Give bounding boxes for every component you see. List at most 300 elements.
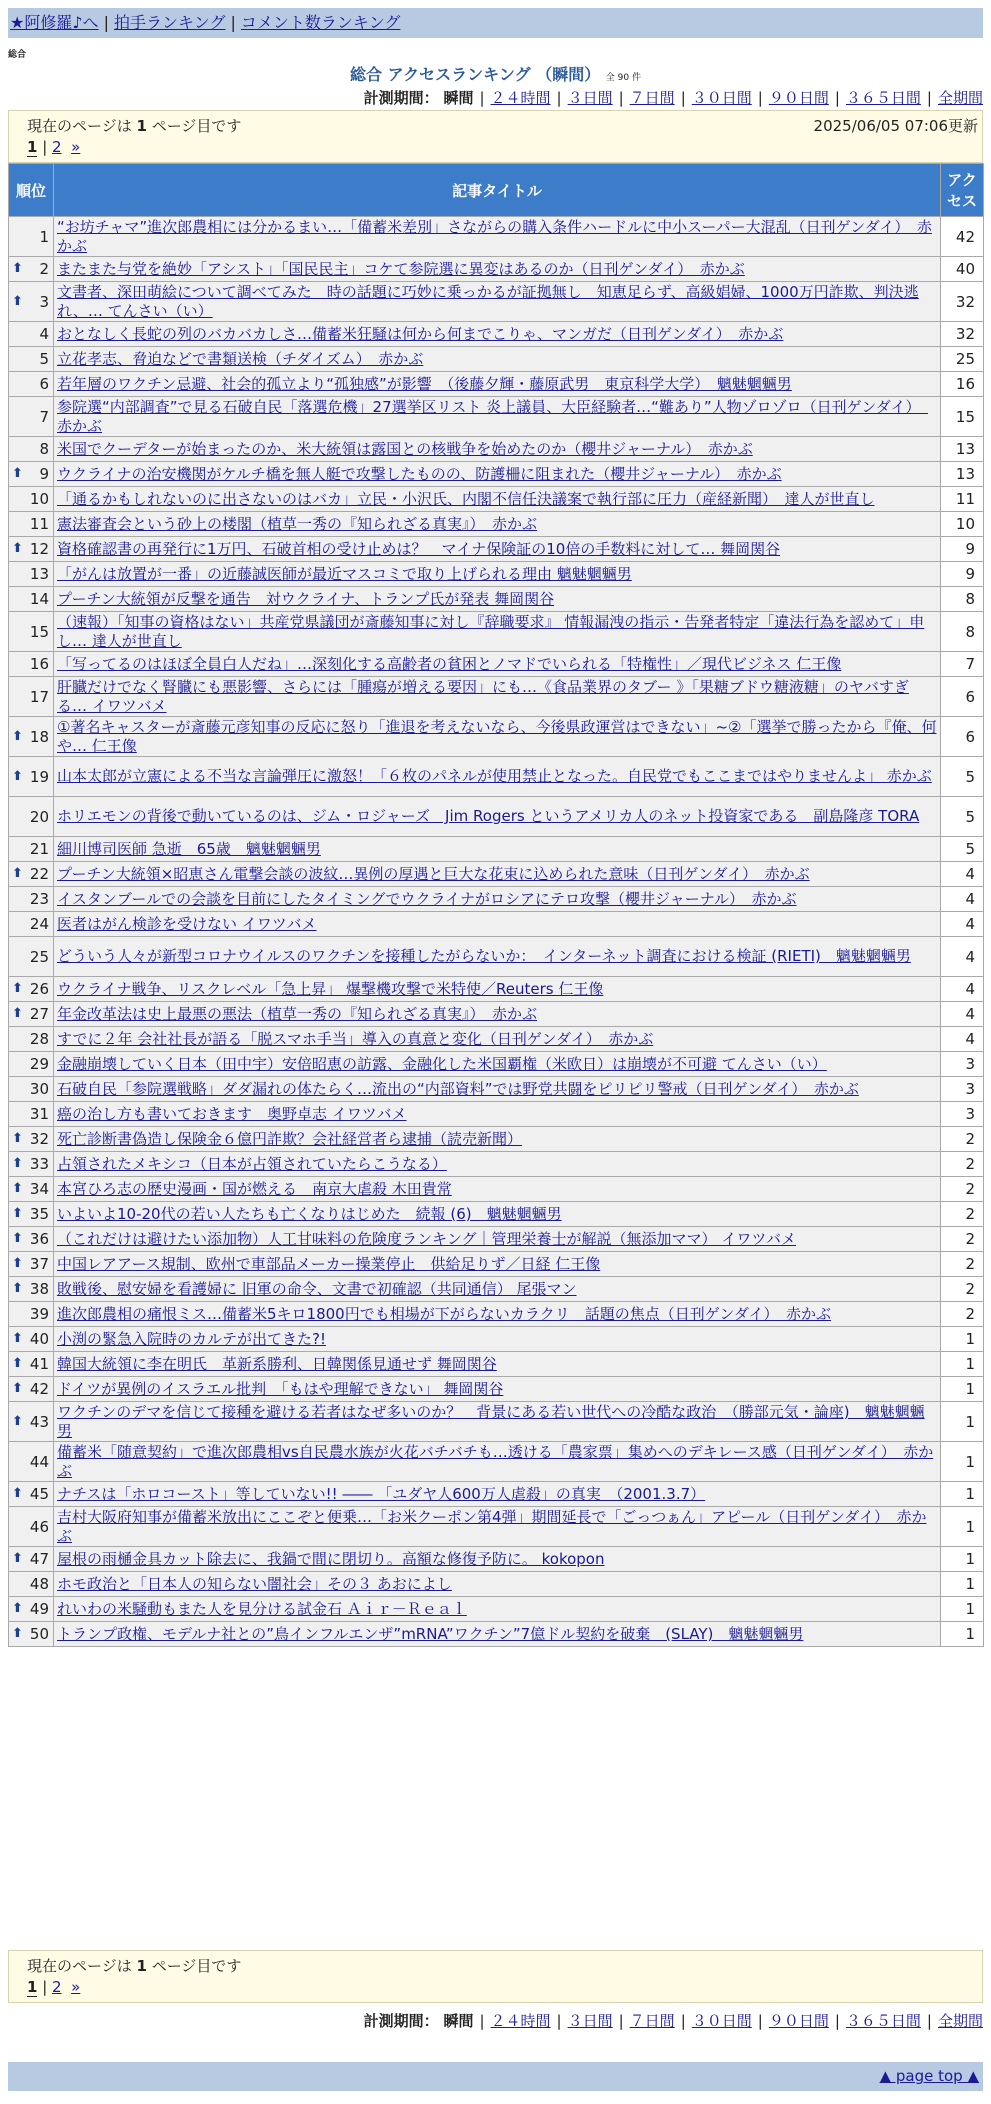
article-link[interactable]: ウクライナ戦争、リスクレベル「急上昇」 爆撃機攻撃で米特使／Reuters 仁王像 xyxy=(57,980,604,998)
rank-number: 34 xyxy=(29,1180,49,1198)
rank-number: 36 xyxy=(29,1230,49,1248)
title-cell xyxy=(54,347,941,372)
rank-cell xyxy=(9,1152,54,1177)
rank-number: 50 xyxy=(29,1625,49,1643)
access-count: 9 xyxy=(941,537,984,562)
table-row xyxy=(9,862,984,887)
up-arrow-icon: ⬆ xyxy=(12,1156,23,1171)
access-count: 2 xyxy=(941,1252,984,1277)
rank-cell xyxy=(9,757,54,797)
up-arrow-icon: ⬆ xyxy=(12,541,23,556)
rank-number: 2 xyxy=(39,260,49,278)
article-link[interactable]: イスタンブールでの会談を目前にしたタイミングでウクライナがロシアにテロ攻撃（櫻井ジャーナル） 赤かぶ xyxy=(57,890,797,908)
up-arrow-icon: ⬆ xyxy=(12,1131,23,1146)
rank-cell xyxy=(9,937,54,977)
table-row xyxy=(9,1002,984,1027)
article-link[interactable]: 中国レアアース規制、欧州で車部品メーカー操業停止 供給足りず／日経 仁王像 xyxy=(57,1255,601,1273)
rank-number: 7 xyxy=(39,407,49,426)
title-cell xyxy=(54,1597,941,1622)
rank-cell xyxy=(9,1442,54,1482)
header-rank: 順位 xyxy=(9,164,54,217)
access-count: 2 xyxy=(941,1202,984,1227)
table-row xyxy=(9,1252,984,1277)
rank-cell xyxy=(9,1352,54,1377)
up-arrow-icon: ⬆ xyxy=(12,1006,23,1021)
rank-number: 40 xyxy=(29,1330,49,1348)
rank-cell xyxy=(9,1177,54,1202)
access-count: 1 xyxy=(941,1327,984,1352)
table-row xyxy=(9,437,984,462)
access-count: 16 xyxy=(941,372,984,397)
rank-number: 41 xyxy=(29,1355,49,1373)
title-cell xyxy=(54,1252,941,1277)
title-cell xyxy=(54,437,941,462)
next-page-link[interactable]: » xyxy=(71,138,81,156)
table-row xyxy=(9,1227,984,1252)
article-link[interactable]: 文書者、深田萌絵について調べてみた 時の話題に巧妙に乗っかるが証拠無し 知恵足らず、高級娼婦、1000万円詐欺、判決逃れ、… てんさい（い） xyxy=(57,282,919,320)
access-count: 2 xyxy=(941,1127,984,1152)
access-count: 4 xyxy=(941,887,984,912)
title-cell xyxy=(54,862,941,887)
title-cell xyxy=(54,1442,941,1482)
period-all[interactable]: 全期間 xyxy=(937,89,983,107)
article-link[interactable]: 「写ってるのはほぼ全員白人だね」…深刻化する高齢者の貧困とノマドでいられる「特権性」／現代ビジネス 仁王像 xyxy=(57,655,842,673)
rank-number: 49 xyxy=(29,1600,49,1618)
title-cell xyxy=(54,322,941,347)
ranking-rows xyxy=(9,217,984,1647)
table-row xyxy=(9,652,984,677)
table-row xyxy=(9,1202,984,1227)
access-count: 1 xyxy=(941,1507,984,1547)
article-link[interactable]: 吉村大阪府知事が備蓄米放出にここぞと便乗…「お米クーポン第4弾」期間延長で「ごっつぁん」アピール（日刊ゲンダイ） 赤かぶ xyxy=(57,1507,927,1545)
article-link[interactable]: 癌の治し方も書いておきます 奥野卓志 イワツバメ xyxy=(57,1105,407,1123)
article-link[interactable]: 小渕の緊急入院時のカルテが出てきた?! xyxy=(57,1330,326,1348)
rank-cell xyxy=(9,1302,54,1327)
article-link[interactable]: 憲法審査会という砂上の楼閣（植草一秀の『知られざる真実』） 赤かぶ xyxy=(57,515,538,533)
title-cell xyxy=(54,1622,941,1647)
rank-number: 18 xyxy=(29,727,49,746)
article-link[interactable]: ワクチンのデマを信じて接種を避ける若者はなぜ多いのか？ 背景にある若い世代への冷酷な政治 （勝部元気・論座) 魑魅魍魎男 xyxy=(57,1402,925,1440)
title-cell xyxy=(54,512,941,537)
rank-cell xyxy=(9,1622,54,1647)
page-current: 1 xyxy=(27,1978,38,1996)
period-365d[interactable]: ３６５日間 xyxy=(845,2012,921,2030)
rank-number: 44 xyxy=(29,1452,49,1471)
rank-number: 33 xyxy=(29,1155,49,1173)
article-link[interactable]: 細川博司医師 急逝 65歳 魑魅魍魎男 xyxy=(57,840,321,858)
article-link[interactable]: 年金改革法は史上最悪の悪法（植草一秀の『知られざる真実』） 赤かぶ xyxy=(57,1005,538,1023)
table-row xyxy=(9,677,984,717)
table-row xyxy=(9,612,984,652)
access-count: 5 xyxy=(941,757,984,797)
title-cell xyxy=(54,977,941,1002)
title-cell xyxy=(54,1302,941,1327)
access-count: 4 xyxy=(941,1027,984,1052)
page-2-link[interactable]: 2 xyxy=(52,1978,62,1996)
category-label: 総合 xyxy=(8,50,27,60)
title-cell xyxy=(54,1102,941,1127)
access-count: 6 xyxy=(941,677,984,717)
rank-cell xyxy=(9,1002,54,1027)
title-cell xyxy=(54,912,941,937)
article-link[interactable]: 占領されたメキシコ（日本が占領されていたらこうなる） xyxy=(57,1155,447,1173)
access-count: 4 xyxy=(941,862,984,887)
table-row xyxy=(9,1102,984,1127)
period-selector-bottom: 計測期間： 瞬間 | ２４時間 | ３日間 | ７日間 | ３０日間 | ９０日間 | ３６５日間 | 全期間 xyxy=(363,2012,983,2030)
rank-cell xyxy=(9,462,54,487)
rank-number: 11 xyxy=(29,515,49,533)
article-link[interactable]: 若年層のワクチン忌避、社会的孤立より“孤独感”が影響 （後藤夕輝・藤原武男 東京科学大学） 魑魅魍魎男 xyxy=(57,375,792,393)
up-arrow-icon: ⬆ xyxy=(12,466,23,481)
period-label: 計測期間： xyxy=(363,2012,439,2030)
article-link[interactable]: ホリエモンの背後で動いているのは、ジム・ロジャーズ Jim Rogers というアメリカ人のネット投資家である 副島隆彦 TORA xyxy=(57,807,920,825)
article-link[interactable]: プーチン大統領が反撃を通告 対ウクライナ、トランプ氏が発表 舞岡関谷 xyxy=(57,590,555,608)
title-cell xyxy=(54,1377,941,1402)
article-link[interactable]: 「がんは放置が一番」の近藤誠医師が最近マスコミで取り上げられる理由 魑魅魍魎男 xyxy=(57,565,632,583)
title-cell xyxy=(54,757,941,797)
rank-number: 1 xyxy=(39,227,49,246)
article-link[interactable]: 金融崩壊していく日本（田中宇）安倍昭恵の訪露、金融化した米国覇権（米欧日）は崩壊が不可避 てんさい（い） xyxy=(57,1055,827,1073)
table-row xyxy=(9,717,984,757)
access-count: 10 xyxy=(941,512,984,537)
rank-number: 45 xyxy=(29,1485,49,1503)
access-count: 40 xyxy=(941,257,984,282)
access-count: 1 xyxy=(941,1402,984,1442)
rank-cell xyxy=(9,1102,54,1127)
article-link[interactable]: 屋根の雨樋金具カット除去に、我鍋で間に閉切り。高額な修復予防に。 kokopon xyxy=(57,1550,605,1568)
access-count: 1 xyxy=(941,1377,984,1402)
page-title xyxy=(0,62,991,85)
rank-cell xyxy=(9,1402,54,1442)
article-link[interactable]: れいわの米騒動もまた人を見分ける試金石 Ａｉｒ－Ｒｅａｌ xyxy=(57,1600,467,1618)
period-90d[interactable]: ９０日間 xyxy=(768,2012,829,2030)
table-row xyxy=(9,562,984,587)
table-row xyxy=(9,397,984,437)
access-count: 13 xyxy=(941,437,984,462)
article-link[interactable]: いよいよ10-20代の若い人たちも亡くなりはじめた 続報 (6) 魑魅魍魎男 xyxy=(57,1205,562,1223)
period-24h[interactable]: ２４時間 xyxy=(490,2012,551,2030)
comment-ranking-link[interactable]: コメント数ランキング xyxy=(240,13,401,32)
access-count: 1 xyxy=(941,1482,984,1507)
article-link[interactable]: ナチスは「ホロコースト」等していない!! ―― 「ユダヤ人600万人虐殺」の真実 （2001.3.7） xyxy=(57,1485,706,1503)
table-row xyxy=(9,462,984,487)
table-row xyxy=(9,487,984,512)
access-count: 1 xyxy=(941,1547,984,1572)
rank-number: 30 xyxy=(29,1080,49,1098)
access-count: 25 xyxy=(941,347,984,372)
rank-number: 23 xyxy=(29,890,49,908)
table-row xyxy=(9,1052,984,1077)
title-cell xyxy=(54,217,941,257)
period-24h[interactable]: ２４時間 xyxy=(490,89,551,107)
table-row xyxy=(9,1152,984,1177)
title-cell xyxy=(54,257,941,282)
title-cell xyxy=(54,887,941,912)
article-link[interactable]: 肝臓だけでなく腎臓にも悪影響、さらには「腫瘍が増える要因」にも…《食品業界のタブー 》「果糖ブドウ糖液糖」のヤバすぎる… イワツバメ xyxy=(57,677,909,715)
rank-number: 29 xyxy=(29,1055,49,1073)
article-link[interactable]: 本宮ひろ志の歴史漫画・国が燃える 南京大虐殺 木田貴常 xyxy=(57,1180,452,1198)
access-count: 3 xyxy=(941,1102,984,1127)
rank-cell xyxy=(9,652,54,677)
header-access: アクセス xyxy=(941,164,984,217)
up-arrow-icon: ⬆ xyxy=(12,261,23,276)
up-arrow-icon: ⬆ xyxy=(12,1486,23,1501)
up-arrow-icon: ⬆ xyxy=(12,768,23,784)
article-link[interactable]: 医者はがん検診を受けない イワツバメ xyxy=(57,915,317,933)
rank-number: 4 xyxy=(39,325,49,343)
rank-cell xyxy=(9,282,54,322)
title-cell xyxy=(54,612,941,652)
article-link[interactable]: トランプ政権、モデルナ社との”鳥インフルエンザ”mRNA”ワクチン”7億ドル契約を破棄 (SLAY) 魑魅魍魎男 xyxy=(57,1625,804,1643)
table-row xyxy=(9,512,984,537)
rank-number: 46 xyxy=(29,1517,49,1536)
access-count: 5 xyxy=(941,837,984,862)
article-link[interactable]: おとなしく長蛇の列のバカバカしさ…備蓄米狂騒は何から何までこりゃ、マンガだ（日刊ゲンダイ） 赤かぶ xyxy=(57,325,784,343)
title-cell xyxy=(54,1202,941,1227)
page-top-link[interactable]: ▲ page top ▲ xyxy=(879,2067,979,2085)
up-arrow-icon: ⬆ xyxy=(12,1626,23,1641)
rank-number: 32 xyxy=(29,1130,49,1148)
access-count: 8 xyxy=(941,587,984,612)
rank-number: 25 xyxy=(29,947,49,966)
rank-cell xyxy=(9,217,54,257)
title-cell xyxy=(54,1152,941,1177)
table-row xyxy=(9,1482,984,1507)
up-arrow-icon: ⬆ xyxy=(12,1181,23,1196)
article-link[interactable]: ①著名キャスターが斎藤元彦知事の反応に怒り「進退を考えないなら、今後県政運営はできない」~②「選挙で勝ったから『俺、何や… 仁王像 xyxy=(57,717,937,755)
title-cell xyxy=(54,462,941,487)
period-3d[interactable]: ３日間 xyxy=(567,2012,613,2030)
table-row xyxy=(9,912,984,937)
article-link[interactable]: （これだけは避けたい添加物）人工甘味料の危険度ランキング｜管理栄養士が解説（無添加ママ） イワツバメ xyxy=(57,1230,797,1248)
article-link[interactable]: 進次郎農相の痛恨ミス…備蓄米5キロ1800円でも相場が下がらないカラクリ 話題の焦点（日刊ゲンダイ） 赤かぶ xyxy=(57,1305,832,1323)
page-2-link[interactable]: 2 xyxy=(52,138,62,156)
period-90d[interactable]: ９０日間 xyxy=(768,89,829,107)
up-arrow-icon: ⬆ xyxy=(12,1256,23,1271)
rank-number: 10 xyxy=(29,490,49,508)
article-link[interactable]: （速報）「知事の資格はない」共産党県議団が斎藤知事に対し『辞職要求』 情報漏洩の指示・告発者特定「違法行為を認めて」申し… 達人が世直し xyxy=(57,612,925,650)
rank-cell xyxy=(9,1227,54,1252)
article-link[interactable]: 山本太郎が立憲による不当な言論弾圧に激怒！「６枚のパネルが使用禁止となった。自民党でもここまではやりませんよ」 赤かぶ xyxy=(57,767,932,785)
table-row xyxy=(9,797,984,837)
title-cell xyxy=(54,1327,941,1352)
rank-number: 24 xyxy=(29,915,49,933)
access-count: 1 xyxy=(941,1597,984,1622)
period-selector-top: 計測期間： 瞬間 | ２４時間 | ３日間 | ７日間 | ３０日間 | ９０日間 | ３６５日間 | 全期間 xyxy=(363,89,983,107)
clap-ranking-link[interactable]: 拍手ランキング xyxy=(113,13,226,32)
rank-number: 31 xyxy=(29,1105,49,1123)
ranking-title: 総合 アクセスランキング （瞬間） xyxy=(350,65,601,84)
access-count: 1 xyxy=(941,1572,984,1597)
title-cell xyxy=(54,562,941,587)
rank-cell xyxy=(9,512,54,537)
article-link[interactable]: またまた与党を絶妙「アシスト」「国民民主」コケて参院選に異変はあるのか（日刊ゲンダイ） 赤かぶ xyxy=(57,260,745,278)
period-30d[interactable]: ３０日間 xyxy=(691,89,752,107)
article-link[interactable]: 立花孝志、脅迫などで書類送検（チダイズム） 赤かぶ xyxy=(57,350,424,368)
access-count: 15 xyxy=(941,397,984,437)
rank-number: 3 xyxy=(39,292,49,311)
access-count: 9 xyxy=(941,562,984,587)
footer-bar xyxy=(8,2062,983,2091)
access-count: 42 xyxy=(941,217,984,257)
up-arrow-icon: ⬆ xyxy=(12,1281,23,1296)
period-7d[interactable]: ７日間 xyxy=(629,2012,675,2030)
table-row xyxy=(9,1127,984,1152)
access-count: 7 xyxy=(941,652,984,677)
title-cell xyxy=(54,1572,941,1597)
rank-number: 8 xyxy=(39,440,49,458)
rank-cell xyxy=(9,437,54,462)
article-link[interactable]: ウクライナの治安機関がケルチ橋を無人艇で攻撃したものの、防護柵に阻まれた（櫻井ジャーナル） 赤かぶ xyxy=(57,465,782,483)
rank-cell xyxy=(9,347,54,372)
rank-cell xyxy=(9,1027,54,1052)
table-row xyxy=(9,1547,984,1572)
table-row xyxy=(9,837,984,862)
article-link[interactable]: プーチン大統領×昭恵さん電撃会談の波紋…異例の厚遇と巨大な花束に込められた意味（日刊ゲンダイ） 赤かぶ xyxy=(57,865,810,883)
article-link[interactable]: 備蓄米「随意契約」で進次郎農相vs自民農水族が火花バチバチも…透ける「農家票」集めへのデキレース感（日刊ゲンダイ） 赤かぶ xyxy=(57,1442,934,1480)
rank-number: 27 xyxy=(29,1005,49,1023)
title-cell xyxy=(54,1077,941,1102)
table-row xyxy=(9,1622,984,1647)
article-link[interactable]: 資格確認書の再発行に1万円、石破首相の受け止めは？ マイナ保険証の10倍の手数料に対して… 舞岡関谷 xyxy=(57,540,781,558)
access-count: 2 xyxy=(941,1302,984,1327)
rank-number: 37 xyxy=(29,1255,49,1273)
access-count: 3 xyxy=(941,1077,984,1102)
table-row xyxy=(9,1402,984,1442)
home-link[interactable]: ★阿修羅♪へ xyxy=(10,13,99,32)
access-count: 2 xyxy=(941,1177,984,1202)
rank-cell xyxy=(9,887,54,912)
next-page-link[interactable]: » xyxy=(71,1978,81,1996)
table-row xyxy=(9,1077,984,1102)
rank-number: 5 xyxy=(39,350,49,368)
table-row xyxy=(9,1177,984,1202)
article-link[interactable]: “お坊チャマ”進次郎農相には分かるまい…「備蓄米差別」さながらの購入条件ハードルに中小スーパー大混乱（日刊ゲンダイ） 赤かぶ xyxy=(57,217,932,255)
rank-cell xyxy=(9,537,54,562)
title-cell xyxy=(54,1002,941,1027)
title-cell xyxy=(54,282,941,322)
access-count: 1 xyxy=(941,1442,984,1482)
title-cell xyxy=(54,397,941,437)
table-row xyxy=(9,887,984,912)
table-row xyxy=(9,1572,984,1597)
page-current: 1 xyxy=(27,138,38,156)
article-link[interactable]: どういう人々が新型コロナウイルスのワクチンを接種したがらないか： インターネット調査における検証 (RIETI) 魑魅魍魎男 xyxy=(57,947,911,965)
rank-cell xyxy=(9,612,54,652)
access-count: 1 xyxy=(941,1352,984,1377)
period-7d[interactable]: ７日間 xyxy=(629,89,675,107)
access-count: 6 xyxy=(941,717,984,757)
pager-top: 現在のページは 1 ページ目です 2025/06/05 07:06更新 1 | 2 » xyxy=(8,110,983,163)
title-cell xyxy=(54,587,941,612)
top-nav: ★阿修羅♪へ | 拍手ランキング | コメント数ランキング xyxy=(8,8,983,38)
rank-number: 42 xyxy=(29,1380,49,1398)
title-cell xyxy=(54,1127,941,1152)
period-current: 瞬間 xyxy=(443,2012,474,2030)
rank-number: 16 xyxy=(29,655,49,673)
title-cell xyxy=(54,937,941,977)
rank-number: 43 xyxy=(29,1412,49,1431)
rank-number: 28 xyxy=(29,1030,49,1048)
rank-number: 13 xyxy=(29,565,49,583)
table-row xyxy=(9,1302,984,1327)
rank-number: 21 xyxy=(29,840,49,858)
rank-cell xyxy=(9,372,54,397)
table-row xyxy=(9,1027,984,1052)
article-link[interactable]: 参院選“内部調査”で見る石破自民「落選危機」27選挙区リスト 炎上議員、大臣経験者…“難あり”人物ゾロゾロ（日刊ゲンダイ） 赤かぶ xyxy=(57,397,928,435)
up-arrow-icon: ⬆ xyxy=(12,1231,23,1246)
period-all[interactable]: 全期間 xyxy=(937,2012,983,2030)
title-cell xyxy=(54,1027,941,1052)
period-3d[interactable]: ３日間 xyxy=(567,89,613,107)
table-row xyxy=(9,1277,984,1302)
rank-number: 38 xyxy=(29,1280,49,1298)
article-link[interactable]: 敗戦後、慰安婦を看護婦に 旧軍の命令、文書で初確認（共同通信） 尾張マン xyxy=(57,1280,577,1298)
access-count: 4 xyxy=(941,937,984,977)
rank-cell xyxy=(9,1127,54,1152)
up-arrow-icon: ⬆ xyxy=(12,981,23,996)
ranking-table xyxy=(8,163,984,1647)
rank-cell xyxy=(9,587,54,612)
up-arrow-icon: ⬆ xyxy=(12,293,23,309)
period-365d[interactable]: ３６５日間 xyxy=(845,89,921,107)
title-cell xyxy=(54,717,941,757)
table-row xyxy=(9,372,984,397)
rank-number: 14 xyxy=(29,590,49,608)
up-arrow-icon: ⬆ xyxy=(12,1331,23,1346)
rank-cell xyxy=(9,1377,54,1402)
table-row xyxy=(9,282,984,322)
table-row xyxy=(9,1327,984,1352)
title-cell xyxy=(54,487,941,512)
rank-cell xyxy=(9,1507,54,1547)
title-cell xyxy=(54,1352,941,1377)
article-link[interactable]: 「通るかもしれないのに出さないのはバカ」立民・小沢氏、内閣不信任決議案で執行部に圧力（産経新聞） 達人が世直し xyxy=(57,490,875,508)
up-arrow-icon: ⬆ xyxy=(12,728,23,744)
access-count: 4 xyxy=(941,912,984,937)
access-count: 11 xyxy=(941,487,984,512)
period-30d[interactable]: ３０日間 xyxy=(691,2012,752,2030)
table-row xyxy=(9,347,984,372)
item-count: 全 90 件 xyxy=(605,73,641,83)
rank-cell xyxy=(9,257,54,282)
up-arrow-icon: ⬆ xyxy=(12,866,23,881)
up-arrow-icon: ⬆ xyxy=(12,1551,23,1566)
access-count: 4 xyxy=(941,1002,984,1027)
article-link[interactable]: 韓国大統領に李在明氏 革新系勝利、日韓関係見通せず 舞岡関谷 xyxy=(57,1355,497,1373)
title-cell xyxy=(54,1227,941,1252)
title-cell xyxy=(54,537,941,562)
updated-time: 2025/06/05 07:06更新 xyxy=(813,117,978,135)
table-row xyxy=(9,217,984,257)
access-count: 5 xyxy=(941,797,984,837)
access-count: 13 xyxy=(941,462,984,487)
article-link[interactable]: すでに２年 会社社長が語る「脱スマホ手当」導入の真意と変化（日刊ゲンダイ） 赤かぶ xyxy=(57,1030,654,1048)
article-link[interactable]: 石破自民「参院選戦略」ダダ漏れの体たらく…流出の“内部資料”では野党共闘をピリピリ警戒（日刊ゲンダイ） 赤かぶ xyxy=(57,1080,859,1098)
period-label: 計測期間： xyxy=(363,89,439,107)
rank-cell xyxy=(9,1077,54,1102)
article-link[interactable]: ホモ政治と「日本人の知らない闇社会」その３ あおによし xyxy=(57,1575,452,1593)
article-link[interactable]: ドイツが異例のイスラエル批判 「もはや理解できない」 舞岡関谷 xyxy=(57,1380,504,1398)
table-row xyxy=(9,757,984,797)
article-link[interactable]: 米国でクーデターが始まったのか、米大統領は露国との核戦争を始めたのか（櫻井ジャーナル） 赤かぶ xyxy=(57,440,753,458)
article-link[interactable]: 死亡診断書偽造し保険金６億円詐欺？会社経営者ら逮捕（読売新聞） xyxy=(57,1130,523,1148)
rank-cell xyxy=(9,322,54,347)
access-count: 2 xyxy=(941,1227,984,1252)
pager-bottom: 現在のページは 1 ページ目です 1 | 2 » xyxy=(8,1950,983,2003)
rank-cell xyxy=(9,717,54,757)
rank-cell xyxy=(9,487,54,512)
